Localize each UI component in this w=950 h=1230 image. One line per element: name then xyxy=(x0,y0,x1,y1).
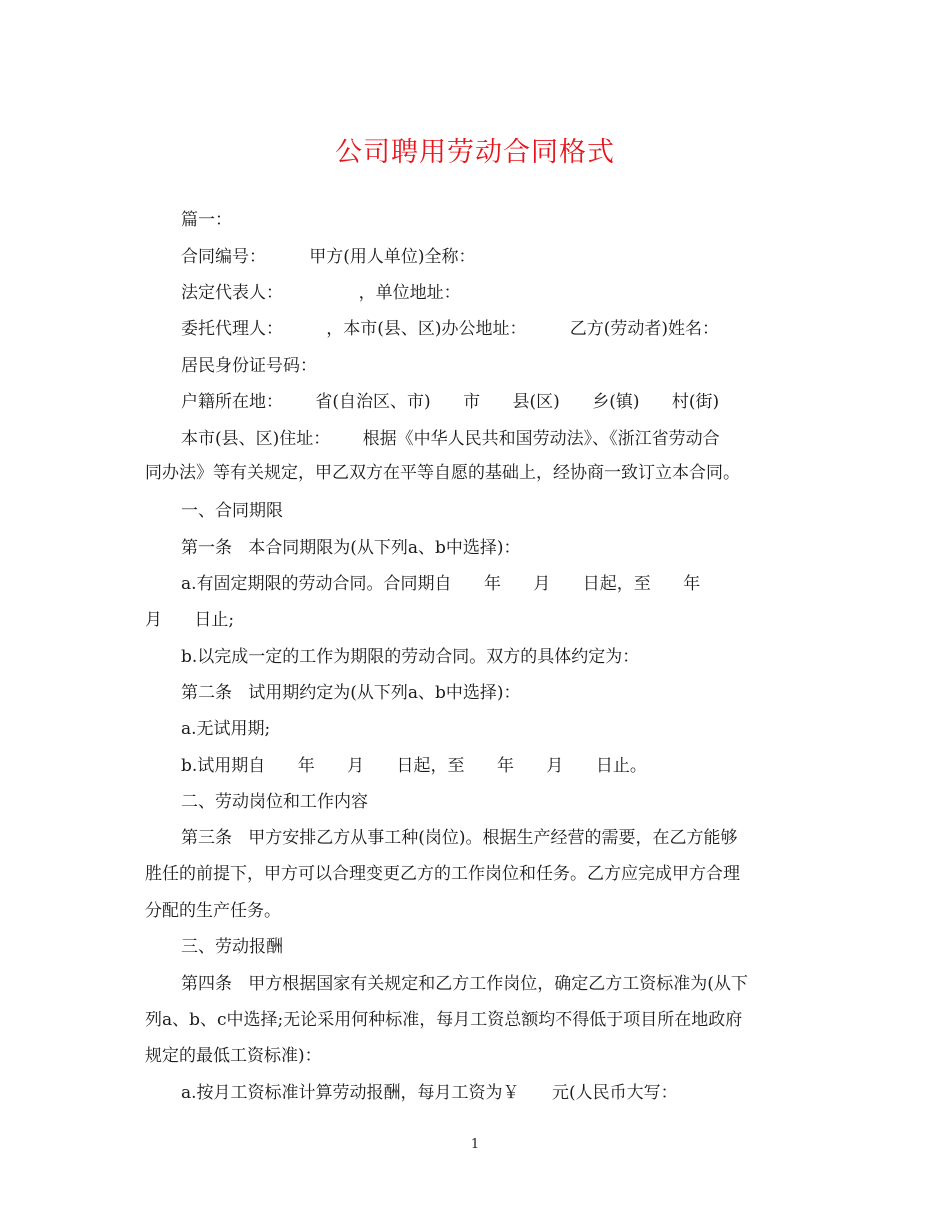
text-line: 规定的最低工资标准)： xyxy=(145,1046,322,1066)
page-number: 1 xyxy=(470,1137,480,1152)
text-line: 胜任的前提下，甲方可以合理变更乙方的工作岗位和任务。乙方应完成甲方合理 xyxy=(145,864,740,884)
text-line: b.试用期自 年 月 日起，至 年 月 日止。 xyxy=(181,756,647,776)
text-line: 第一条 本合同期限为(从下列a、b中选择)： xyxy=(181,538,521,558)
text-line: a.有固定期限的劳动合同。合同期自 年 月 日起，至 年 xyxy=(181,574,701,594)
section-heading: 二、劳动岗位和工作内容 xyxy=(181,792,368,812)
text-line: 第二条 试用期约定为(从下列a、b中选择)： xyxy=(181,683,521,703)
text-line: 委托代理人： ，本市(县、区)办公地址： 乙方(劳动者)姓名： xyxy=(181,319,719,339)
text-line: b.以完成一定的工作为期限的劳动合同。双方的具体约定为： xyxy=(181,647,640,667)
text-line: 法定代表人： ，单位地址： xyxy=(181,283,461,303)
text-line: 分配的生产任务。 xyxy=(145,901,281,921)
text-line: a.按月工资标准计算劳动报酬，每月工资为￥ 元(人民币大写： xyxy=(181,1083,678,1103)
text-line: 第三条 甲方安排乙方从事工种(岗位)。根据生产经营的需要，在乙方能够 xyxy=(181,828,738,848)
text-line: 列a、b、c中选择;无论采用何种标准，每月工资总额均不得低于项目所在地政府 xyxy=(145,1010,743,1030)
section-heading: 一、合同期限 xyxy=(181,501,283,521)
text-line: 篇一： xyxy=(181,210,232,230)
text-line: a.无试用期; xyxy=(181,719,271,739)
text-line: 第四条 甲方根据国家有关规定和乙方工作岗位，确定乙方工资标准为(从下 xyxy=(181,974,748,994)
document-title: 公司聘用劳动合同格式 xyxy=(335,137,615,168)
text-line: 月 日止; xyxy=(145,610,235,630)
section-heading: 三、劳动报酬 xyxy=(181,937,283,957)
text-line: 合同编号： 甲方(用人单位)全称： xyxy=(181,247,476,267)
text-line: 同办法》等有关规定，甲乙双方在平等自愿的基础上，经协商一致订立本合同。 xyxy=(145,463,740,483)
text-line: 本市(县、区)住址： 根据《中华人民共和国劳动法》、《浙江省劳动合 xyxy=(181,429,720,449)
text-line: 居民身份证号码： xyxy=(181,356,317,376)
text-line: 户籍所在地： 省(自治区、市) 市 县(区) 乡(镇) 村(街) xyxy=(181,392,720,412)
